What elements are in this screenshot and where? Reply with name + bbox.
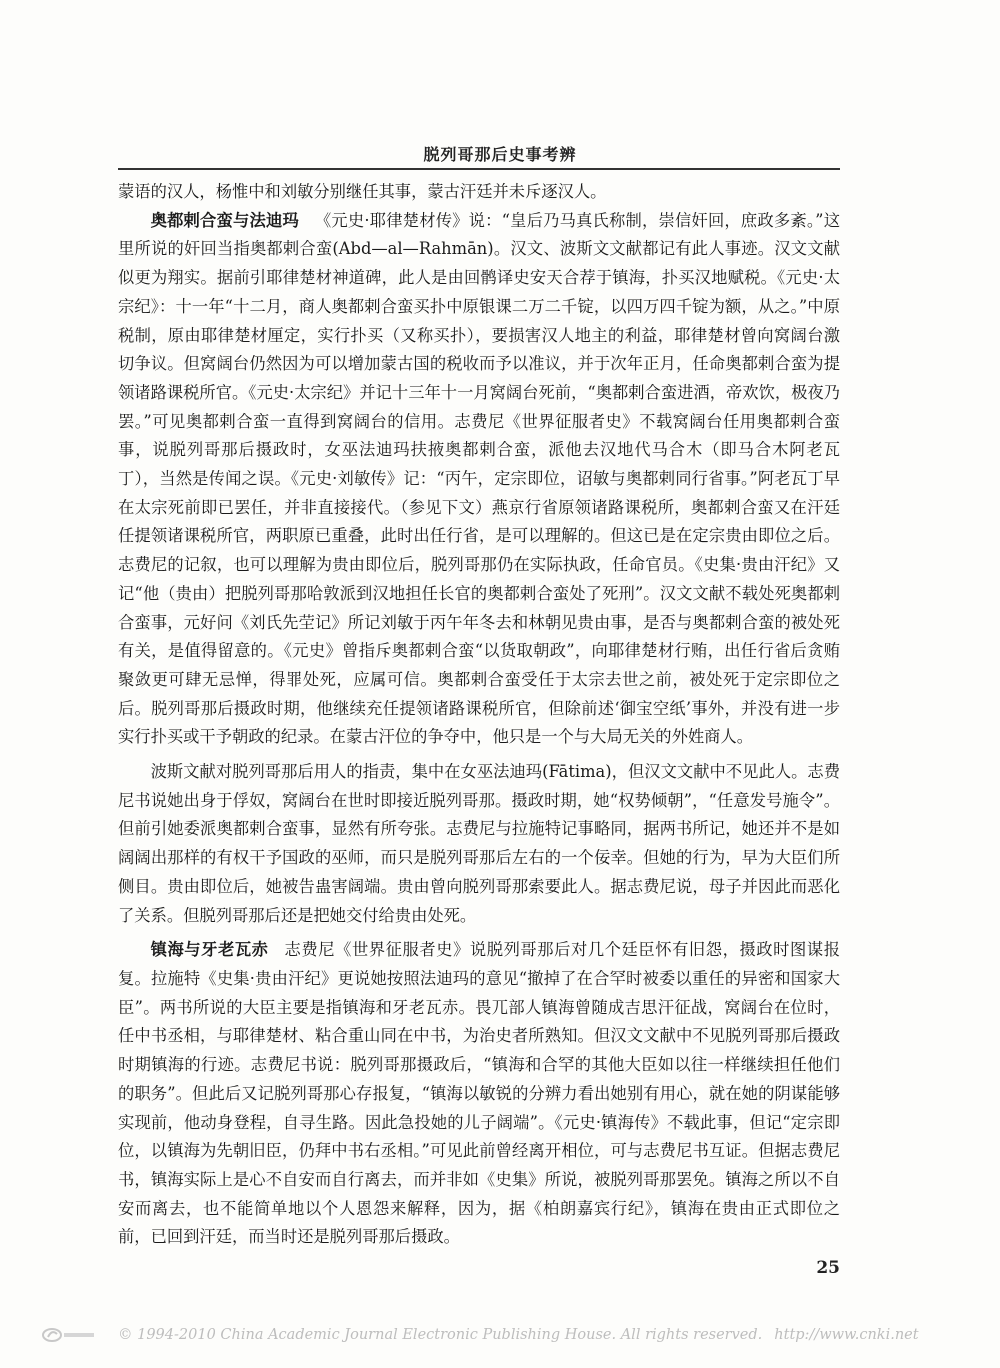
- section-heading: 镇海与牙老瓦赤: [150, 940, 269, 960]
- paragraph-text: 志费尼《世界征服者史》说脱列哥那后对几个廷臣怀有旧怨，摄政时图谋报复。拉施特《史集·贵由汗纪》更说她按照法迪玛的意见“撤掉了在合罕时被委以重任的异密和国家大臣”。两书所说的大臣主要是指镇海和牙老瓦赤。畏兀部人镇海曾随成吉思汗征战，窝阔台在位时，任中书丞相，与耶律楚材、粘合重山同在中书，为治史者所熟知。但汉文文献中不见脱列哥那后摄政时期镇海的行迹。志费尼书说：脱列哥那摄政后，“镇海和合罕的其他大臣如以往一样继续担任他们的职务”。但此后又记脱列哥那心存报复，“镇海以敏锐的分辨力看出她别有用心，就在她的阴谋能够实现前，他动身登程，自寻生路。因此急投她的儿子阔端”。《元史·镇海传》不载此事，但记“定宗即位，以镇海为先朝旧臣，仍拜中书右丞相。”可见此前曾经离开相位，可与志费尼书互证。但据志费尼书，镇海实际上是心不自安而自行离去，而并非如《史集》所说，被脱列哥那罢免。镇海之所以不自安而离去，也不能简单地以个人恩怨来解释，因为，据《柏朗嘉宾行纪》，镇海在贵由正式即位之前，已回到汗廷，而当时还是脱列哥那后摄政。: [118, 940, 840, 1247]
- paragraph-section-odoraqman: [118, 207, 840, 752]
- copyright-notice: [118, 1327, 919, 1343]
- header-rule: [118, 168, 840, 170]
- article-body: [118, 178, 840, 1252]
- footer: [0, 1325, 1000, 1347]
- page-number: 25: [816, 1258, 840, 1278]
- paragraph-continuation: 蒙语的汉人，杨惟中和刘敏分别继任其事，蒙古汗廷并未斥逐汉人。: [118, 182, 607, 201]
- paragraph-fatima: 波斯文献对脱列哥那后用人的指责，集中在女巫法迪玛(Fātima)，但汉文文献中不见此人。志费尼书说她出身于俘奴，窝阔台在世时即接近脱列哥那。摄政时期，她“权势倾朝”，“任意发号施令”。但前引她委派奥都剌合蛮事，显然有所夸张。志费尼与拉施特记事略同，据两书所记，她还并不是如阔阔出那样的有权干予国政的巫师，而只是脱列哥那后左右的一个佞幸。但她的行为，早为大臣们所侧目。贵由即位后，她被告蛊害阔端。贵由曾向脱列哥那索要此人。据志费尼说，母子并因此而恶化了关系。但脱列哥那后还是把她交付给贵由处死。: [118, 762, 840, 925]
- cnki-logo-icon: [40, 1325, 98, 1345]
- footer-url-link[interactable]: http://www.cnki.net: [774, 1327, 919, 1343]
- paragraph-section-chinqai: [118, 936, 840, 1252]
- running-header-title: 脱列哥那后史事考辨: [423, 145, 577, 164]
- copyright-text: © 1994-2010 China Academic Journal Electronic Publishing House. All rights reserved.: [118, 1327, 763, 1343]
- section-heading: 奥都剌合蛮与法迪玛: [150, 210, 299, 230]
- paragraph-text: 《元史·耶律楚材传》说：“皇后乃马真氏称制，崇信奸回，庶政多紊。”这里所说的奸回当指奥都剌合蛮(Abd—al—Rahmān)。汉文、波斯文文献都记有此人事迹。汉文文献似更为翔实。据前引耶律楚材神道碑，此人是由回鹘译史安天合荐于镇海，扑买汉地赋税。《元史·太宗纪》：十一年“十二月，商人奥都剌合蛮买扑中原银课二万二千锭，以四万四千锭为额，从之。”中原税制，原由耶律楚材厘定，实行扑买（又称买扑），要损害汉人地主的利益，耶律楚材曾向窝阔台激切争议。但窝阔台仍然因为可以增加蒙古国的税收而予以准议，并于次年正月，任命奥都剌合蛮为提领诸路课税所官。《元史·太宗纪》并记十三年十一月窝阔台死前，“奥都剌合蛮进酒，帝欢饮，极夜乃罢。”可见奥都剌合蛮一直得到窝阔台的信用。志费尼《世界征服者史》不载窝阔台任用奥都剌合蛮事，说脱列哥那后摄政时，女巫法迪玛扶掖奥都剌合蛮，派他去汉地代马合木（即马合木阿老瓦丁），当然是传闻之误。《元史·刘敏传》记：“丙午，定宗即位，诏敏与奥都剌同行省事。”阿老瓦丁早在太宗死前即已罢任，并非直接接代。（参见下文）燕京行省原领诸路课税所，奥都剌合蛮又在汗廷任提领诸课税所官，两职原已重叠，此时出任行省，是可以理解的。但这已是在定宗贵由即位之后。志费尼的记叙，也可以理解为贵由即位后，脱列哥那仍在实际执政，任命官员。《史集·贵由汗纪》又记“他（贵由）把脱列哥那哈敦派到汉地担任长官的奥都剌合蛮处了死刑”。汉文文献不载处死奥都剌合蛮事，元好问《刘氏先茔记》所记刘敏于丙午年冬去和林朝见贵由事，是否与奥都剌合蛮的被处死有关，是值得留意的。《元史》曾指斥奥都剌合蛮“以货取朝政”，向耶律楚材行贿，出任行省后贪贿聚敛更可肆无忌惮，得罪处死，应属可信。奥都剌合蛮受任于太宗去世之前，被处死于定宗即位之后。脱列哥那后摄政时期，他继续充任提领诸路课税所官，但除前述‘御宝空纸’事外，并没有进一步实行扑买或干予朝政的纪录。在蒙古汗位的争夺中，他只是一个与大局无关的外姓商人。: [118, 210, 840, 747]
